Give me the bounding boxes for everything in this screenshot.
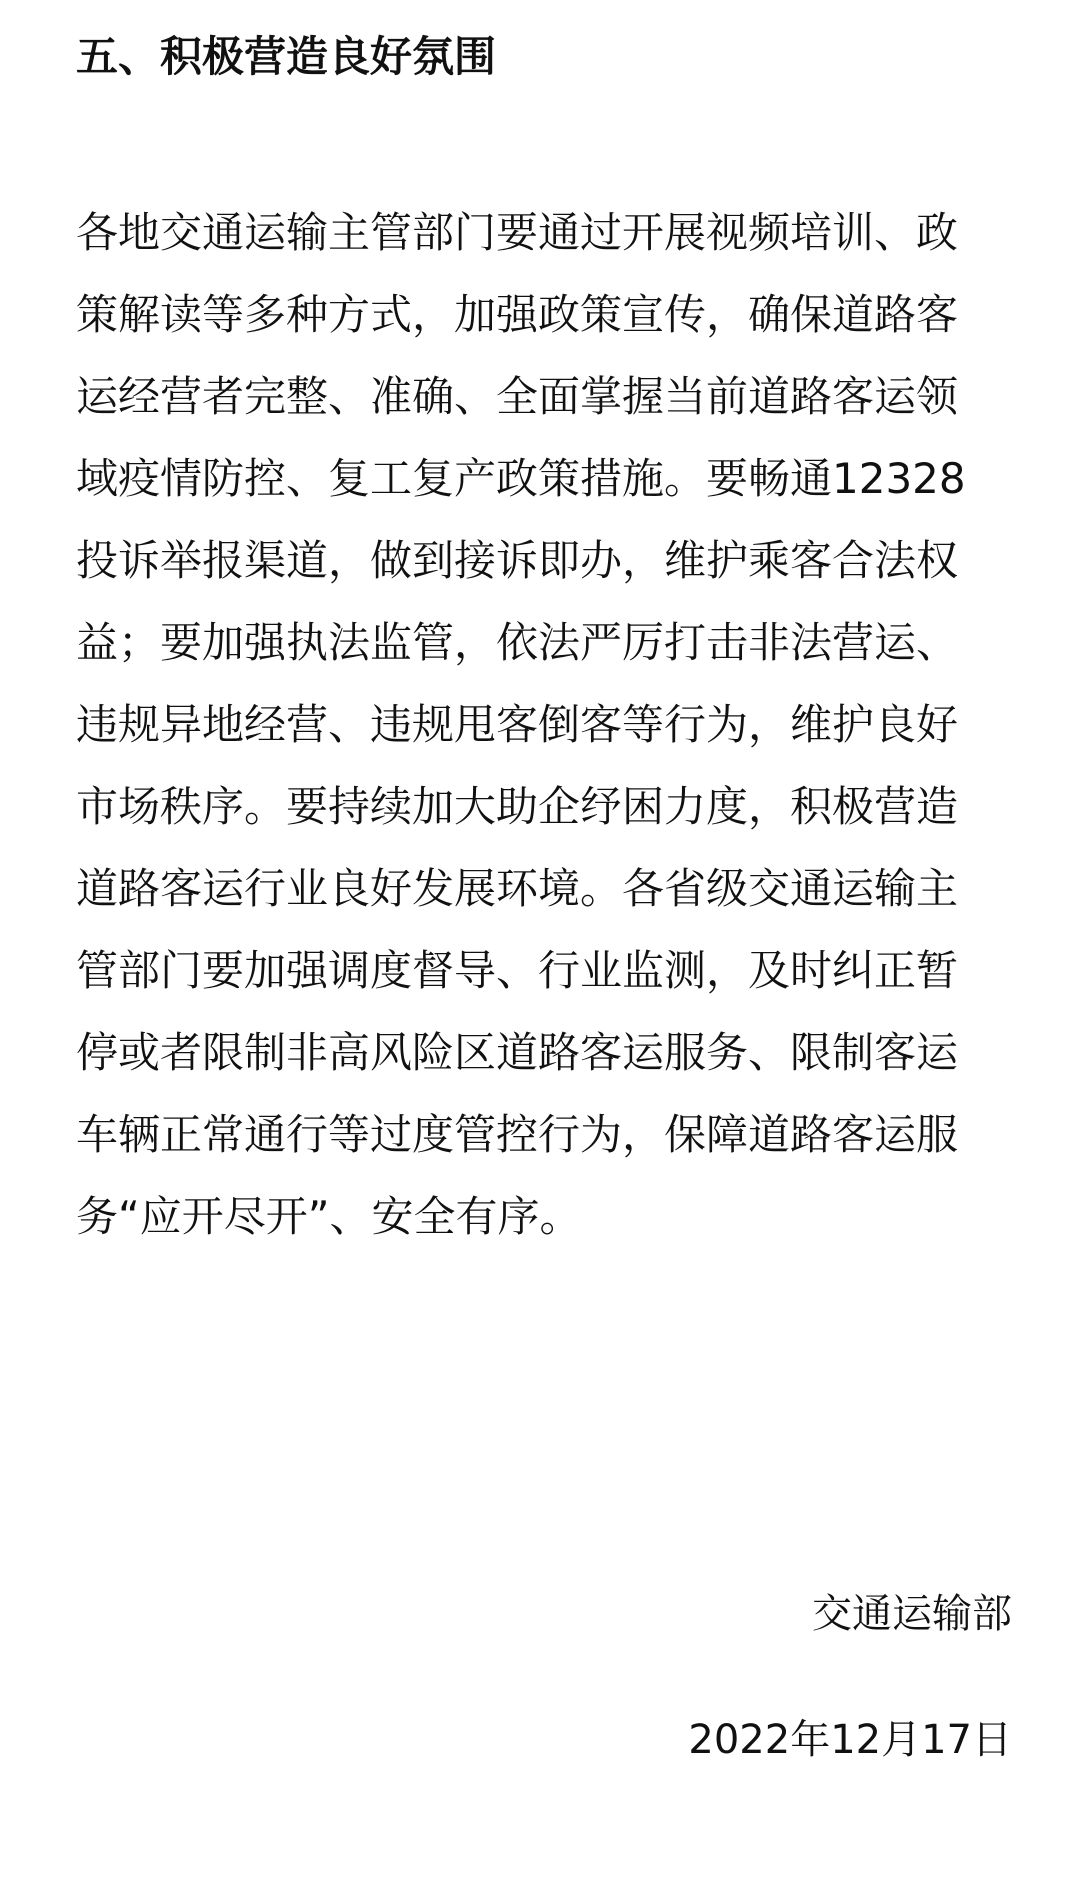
issuing-organization: 交通运输部: [812, 1591, 1012, 1637]
paragraph-line: 市场秩序。要持续加大助企纾困力度，积极营造: [76, 782, 959, 831]
signature-block: [688, 1584, 1012, 1770]
paragraph-line: 运经营者完整、准确、全面掌握当前道路客运领: [76, 372, 959, 421]
paragraph-line: 停或者限制非高风险区道路客运服务、限制客运: [76, 1028, 959, 1077]
paragraph-line: 务“应开尽开”、安全有序。: [76, 1192, 582, 1241]
issue-date: 2022年12月17日: [688, 1717, 1012, 1763]
paragraph-line: 道路客运行业良好发展环境。各省级交通运输主: [76, 864, 959, 913]
paragraph-line: 管部门要加强调度督导、行业监测，及时纠正暂: [76, 946, 959, 995]
paragraph-line: 车辆正常通行等过度管控行为，保障道路客运服: [76, 1110, 959, 1159]
paragraph-line: 策解读等多种方式，加强政策宣传，确保道路客: [76, 290, 959, 339]
paragraph-line: 益；要加强执法监管，依法严厉打击非法营运、: [76, 618, 959, 667]
section-paragraph: [76, 192, 1016, 1258]
paragraph-line: 域疫情防控、复工复产政策措施。要畅通12328: [76, 454, 966, 503]
paragraph-line: 投诉举报渠道，做到接诉即办，维护乘客合法权: [76, 536, 959, 585]
paragraph-line: 违规异地经营、违规甩客倒客等行为，维护良好: [76, 700, 959, 749]
paragraph-line: 各地交通运输主管部门要通过开展视频培训、政: [76, 208, 959, 257]
section-heading: 五、积极营造良好氛围: [76, 32, 497, 81]
